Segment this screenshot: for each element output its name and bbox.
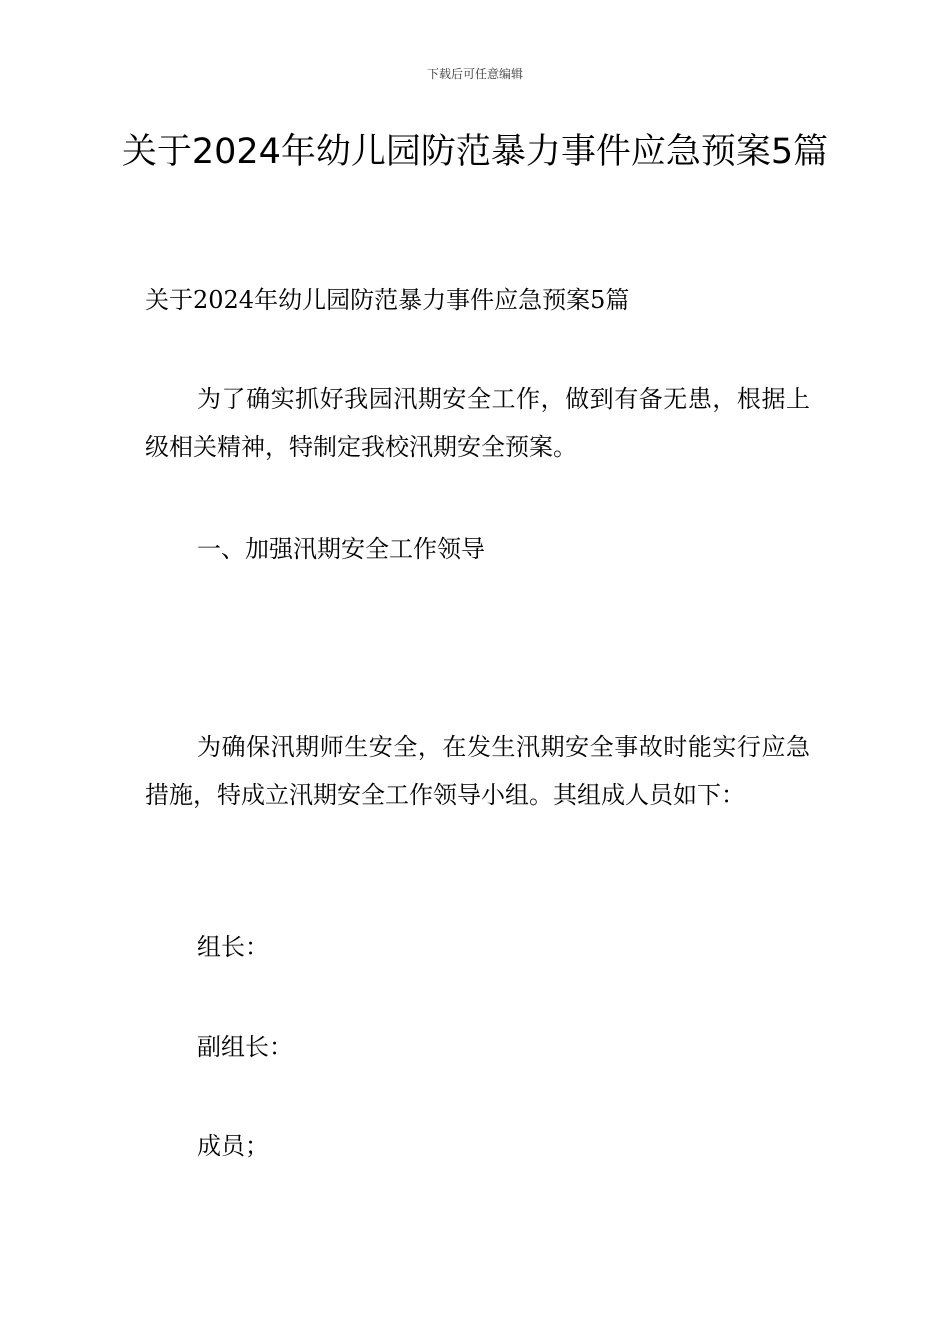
leader-line: 组长： <box>197 933 269 961</box>
deputy-leader-line: 副组长： <box>197 1033 293 1061</box>
subtitle-line: 关于2024年幼儿园防范暴力事件应急预案5篇 <box>145 286 630 314</box>
paragraph-intro: 为了确实抓好我园汛期安全工作，做到有备无患，根据上级相关精神，特制定我校汛期安全预案。 <box>145 385 810 461</box>
document-title: 关于2024年幼儿园防范暴力事件应急预案5篇 <box>121 132 829 172</box>
paragraph-leadership: 为确保汛期师生安全，在发生汛期安全事故时能实行应急措施，特成立汛期安全工作领导小组。其组成人员如下： <box>145 733 810 809</box>
members-line: 成员； <box>197 1132 269 1160</box>
header-note: 下载后可任意编辑 <box>426 67 523 81</box>
section-heading-1: 一、加强汛期安全工作领导 <box>197 535 485 563</box>
